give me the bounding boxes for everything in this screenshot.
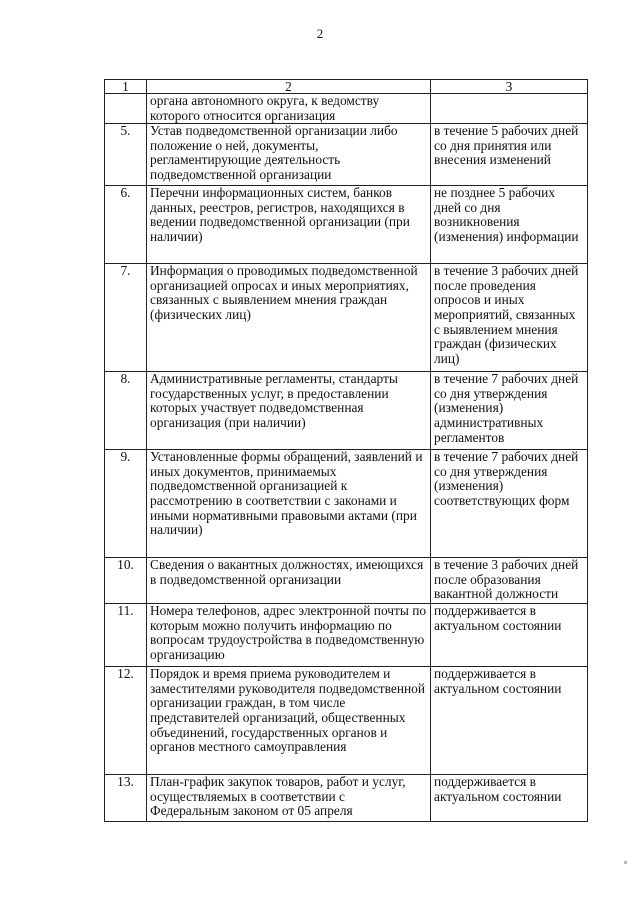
row-number: 9. — [105, 450, 147, 558]
row-description: Порядок и время приема руководителем и заместителями руководителя подведомственной организации граждан, в том числе представителей организаций, общественных объединений, государственных органов и органов местного самоуправления — [147, 667, 431, 775]
table-row — [105, 604, 588, 667]
table-row — [105, 94, 588, 124]
row-deadline: в течение 7 рабочих дней со дня утверждения (изменения) соответствующих форм — [431, 450, 588, 558]
row-number: 13. — [105, 775, 147, 822]
row-description: Номера телефонов, адрес электронной почты по которым можно получить информацию по вопросам трудоустройства в подведомственную организацию — [147, 604, 431, 667]
row-deadline: в течение 5 рабочих дней со дня принятия или внесения изменений — [431, 124, 588, 186]
disclosure-table — [104, 79, 588, 822]
table-row — [105, 186, 588, 264]
row-deadline — [431, 94, 588, 124]
row-number: 8. — [105, 372, 147, 450]
row-number — [105, 94, 147, 124]
row-description: Административные регламенты, стандарты государственных услуг, в предоставлении которых участвует подведомственная организация (при наличии) — [147, 372, 431, 450]
table-row — [105, 372, 588, 450]
table-row — [105, 558, 588, 604]
row-deadline: поддерживается в актуальном состоянии — [431, 604, 588, 667]
row-description: Перечни информационных систем, банков данных, реестров, регистров, находящихся в ведении подведомственной организации (при наличии) — [147, 186, 431, 264]
row-deadline: в течение 3 рабочих дней после проведения опросов и иных мероприятий, связанных с выявлением мнения граждан (физических лиц) — [431, 264, 588, 372]
row-number: 7. — [105, 264, 147, 372]
header-col-3: 3 — [431, 80, 588, 94]
row-number: 10. — [105, 558, 147, 604]
row-description: План-график закупок товаров, работ и услуг, осуществляемых в соответствии с Федеральным законом от 05 апреля — [147, 775, 431, 822]
row-description: органа автономного округа, к ведомству которого относится организация — [147, 94, 431, 124]
table-row — [105, 667, 588, 775]
row-deadline: поддерживается в актуальном состоянии — [431, 667, 588, 775]
row-deadline: в течение 3 рабочих дней после образования вакантной должности — [431, 558, 588, 604]
row-deadline: в течение 7 рабочих дней со дня утверждения (изменения) административных регламентов — [431, 372, 588, 450]
row-description: Информация о проводимых подведомственной организацией опросах и иных мероприятиях, связанных с выявлением мнения граждан (физических лиц) — [147, 264, 431, 372]
row-number: 11. — [105, 604, 147, 667]
page-number: 2 — [316, 26, 324, 41]
row-description: Устав подведомственной организации либо положение о ней, документы, регламентирующие деятельность подведомственной организации — [147, 124, 431, 186]
row-number: 12. — [105, 667, 147, 775]
row-number: 5. — [105, 124, 147, 186]
row-number: 6. — [105, 186, 147, 264]
row-deadline: не позднее 5 рабочих дней со дня возникновения (изменения) информации — [431, 186, 588, 264]
row-deadline: поддерживается в актуальном состоянии — [431, 775, 588, 822]
row-description: Сведения о вакантных должностях, имеющихся в подведомственной организации — [147, 558, 431, 604]
header-col-1: 1 — [105, 80, 147, 94]
row-description: Установленные формы обращений, заявлений и иных документов, принимаемых подведомственной организацией к рассмотрению в соответствии с законами и иными нормативными правовыми актами (при наличии) — [147, 450, 431, 558]
table-row — [105, 264, 588, 372]
header-col-2: 2 — [147, 80, 431, 94]
table-row — [105, 124, 588, 186]
table-header-row — [105, 80, 588, 94]
table-row — [105, 775, 588, 822]
table-row — [105, 450, 588, 558]
scan-mark — [624, 861, 627, 864]
